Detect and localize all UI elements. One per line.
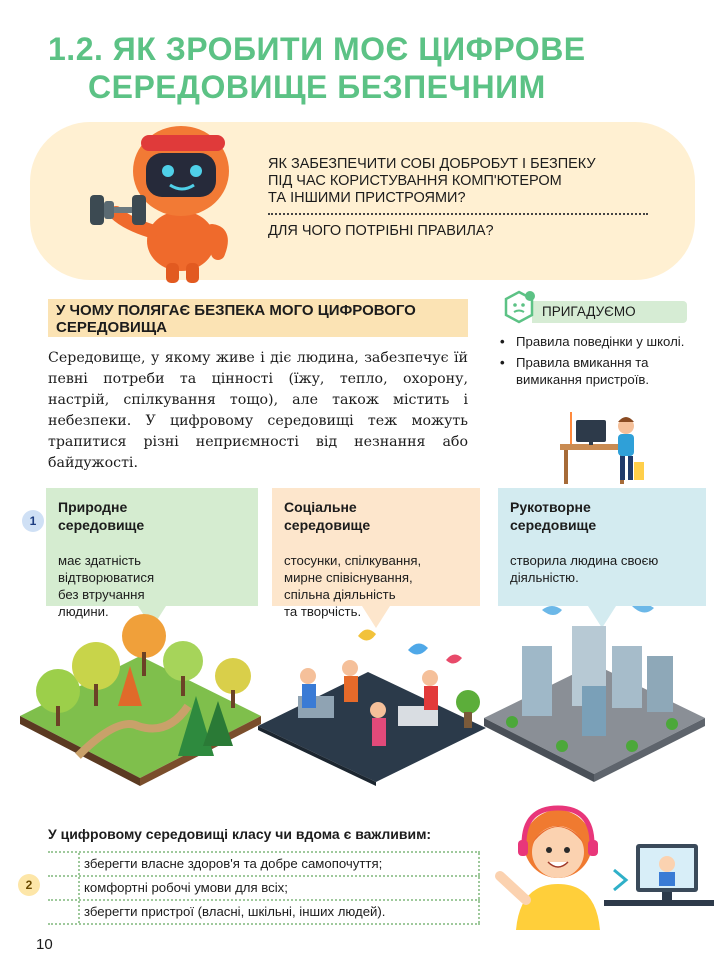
card-title xyxy=(284,498,370,534)
table-cell: комфортні робочі умови для всіх; xyxy=(84,880,288,895)
card-text-line: відтворюватися xyxy=(58,570,155,585)
remember-item: • Правила поведінки у школі. xyxy=(496,333,706,350)
card-title-line2: середовище xyxy=(284,517,371,533)
table-row xyxy=(48,901,480,925)
question-1-line2: ПІД ЧАС КОРИСТУВАННЯ КОМП'ЮТЕРОМ xyxy=(268,173,562,189)
card-title-line1: Соціальне xyxy=(284,499,357,515)
card-text-line: людини. xyxy=(58,604,109,619)
question-2: ДЛЯ ЧОГО ПОТРІБНІ ПРАВИЛА? xyxy=(268,223,494,239)
remember-label xyxy=(532,301,687,323)
important-list-table xyxy=(48,851,480,925)
remember-item: • Правила вмикання та вимикання пристроїв. xyxy=(496,354,706,388)
card-text-line: спільна діяльність xyxy=(284,587,396,602)
card-text xyxy=(510,552,658,586)
card-title-line2: середовище xyxy=(510,517,597,533)
card-text-line: мирне співіснування, xyxy=(284,570,413,585)
step-badge-2: 2 xyxy=(18,874,40,896)
card-text-line: має здатність xyxy=(58,553,142,568)
card-text-line: та творчість. xyxy=(284,604,362,619)
page-title xyxy=(48,30,648,106)
card-text-line: без втручання xyxy=(58,587,145,602)
section-heading-text xyxy=(56,302,466,336)
table-row xyxy=(48,877,480,901)
card-title xyxy=(58,498,144,534)
section-heading-line2: СЕРЕДОВИЩА xyxy=(56,319,167,336)
important-heading: У цифровому середовищі класу чи вдома є важливим: xyxy=(48,826,432,842)
card-title xyxy=(510,498,596,534)
card-text-line: стосунки, спілкування, xyxy=(284,553,422,568)
remember-label-text: ПРИГАДУЄМО xyxy=(542,304,636,319)
card-title-line1: Рукотворне xyxy=(510,499,591,515)
section-heading-line1: У ЧОМУ ПОЛЯГАЄ БЕЗПЕКА МОГО ЦИФРОВОГО xyxy=(56,302,416,319)
robot-illustration xyxy=(86,113,256,285)
card-title-line2: середовище xyxy=(58,517,145,533)
table-row xyxy=(48,851,480,877)
girl-with-headset-illustration xyxy=(486,800,721,930)
card-text-line: створила людина своєю xyxy=(510,553,659,568)
card-title-line1: Природне xyxy=(58,499,128,515)
question-1 xyxy=(268,156,648,215)
city-scene-illustration xyxy=(482,606,707,786)
card-text-line: діяльністю. xyxy=(510,570,579,585)
page-number: 10 xyxy=(36,936,53,953)
remember-list xyxy=(496,333,706,392)
step-badge-1: 1 xyxy=(22,510,44,532)
section-body-text: Середовище, у якому живе і діє людина, забезпечує їй певні потреби та цінності (їжу, тепло, охорону, настрій, спілкування тощо), але також містить і небезпеки. У цифровому середовищі теж можуть трапитися різні неприємності від незнання або байдужості. xyxy=(48,350,468,471)
table-cell: зберегти пристрої (власні, шкільні, інших людей). xyxy=(84,904,386,919)
page-title-line1: 1.2. ЯК ЗРОБИТИ МОЄ ЦИФРОВЕ xyxy=(48,31,586,67)
forest-scene-illustration xyxy=(18,606,263,786)
thinking-face-icon xyxy=(502,290,536,324)
question-list xyxy=(268,156,648,240)
section-heading xyxy=(48,299,468,337)
table-cell: зберегти власне здоров'я та добре самопочуття; xyxy=(84,856,383,871)
question-1-line3: ТА ІНШИМИ ПРИСТРОЯМИ? xyxy=(268,190,466,206)
office-scene-illustration xyxy=(258,606,488,786)
page-title-line2: СЕРЕДОВИЩЕ БЕЗПЕЧНИМ xyxy=(88,69,546,105)
question-1-line1: ЯК ЗАБЕЗПЕЧИТИ СОБІ ДОБРОБУТ І БЕЗПЕКУ xyxy=(268,156,596,172)
child-at-computer-illustration xyxy=(556,404,648,486)
